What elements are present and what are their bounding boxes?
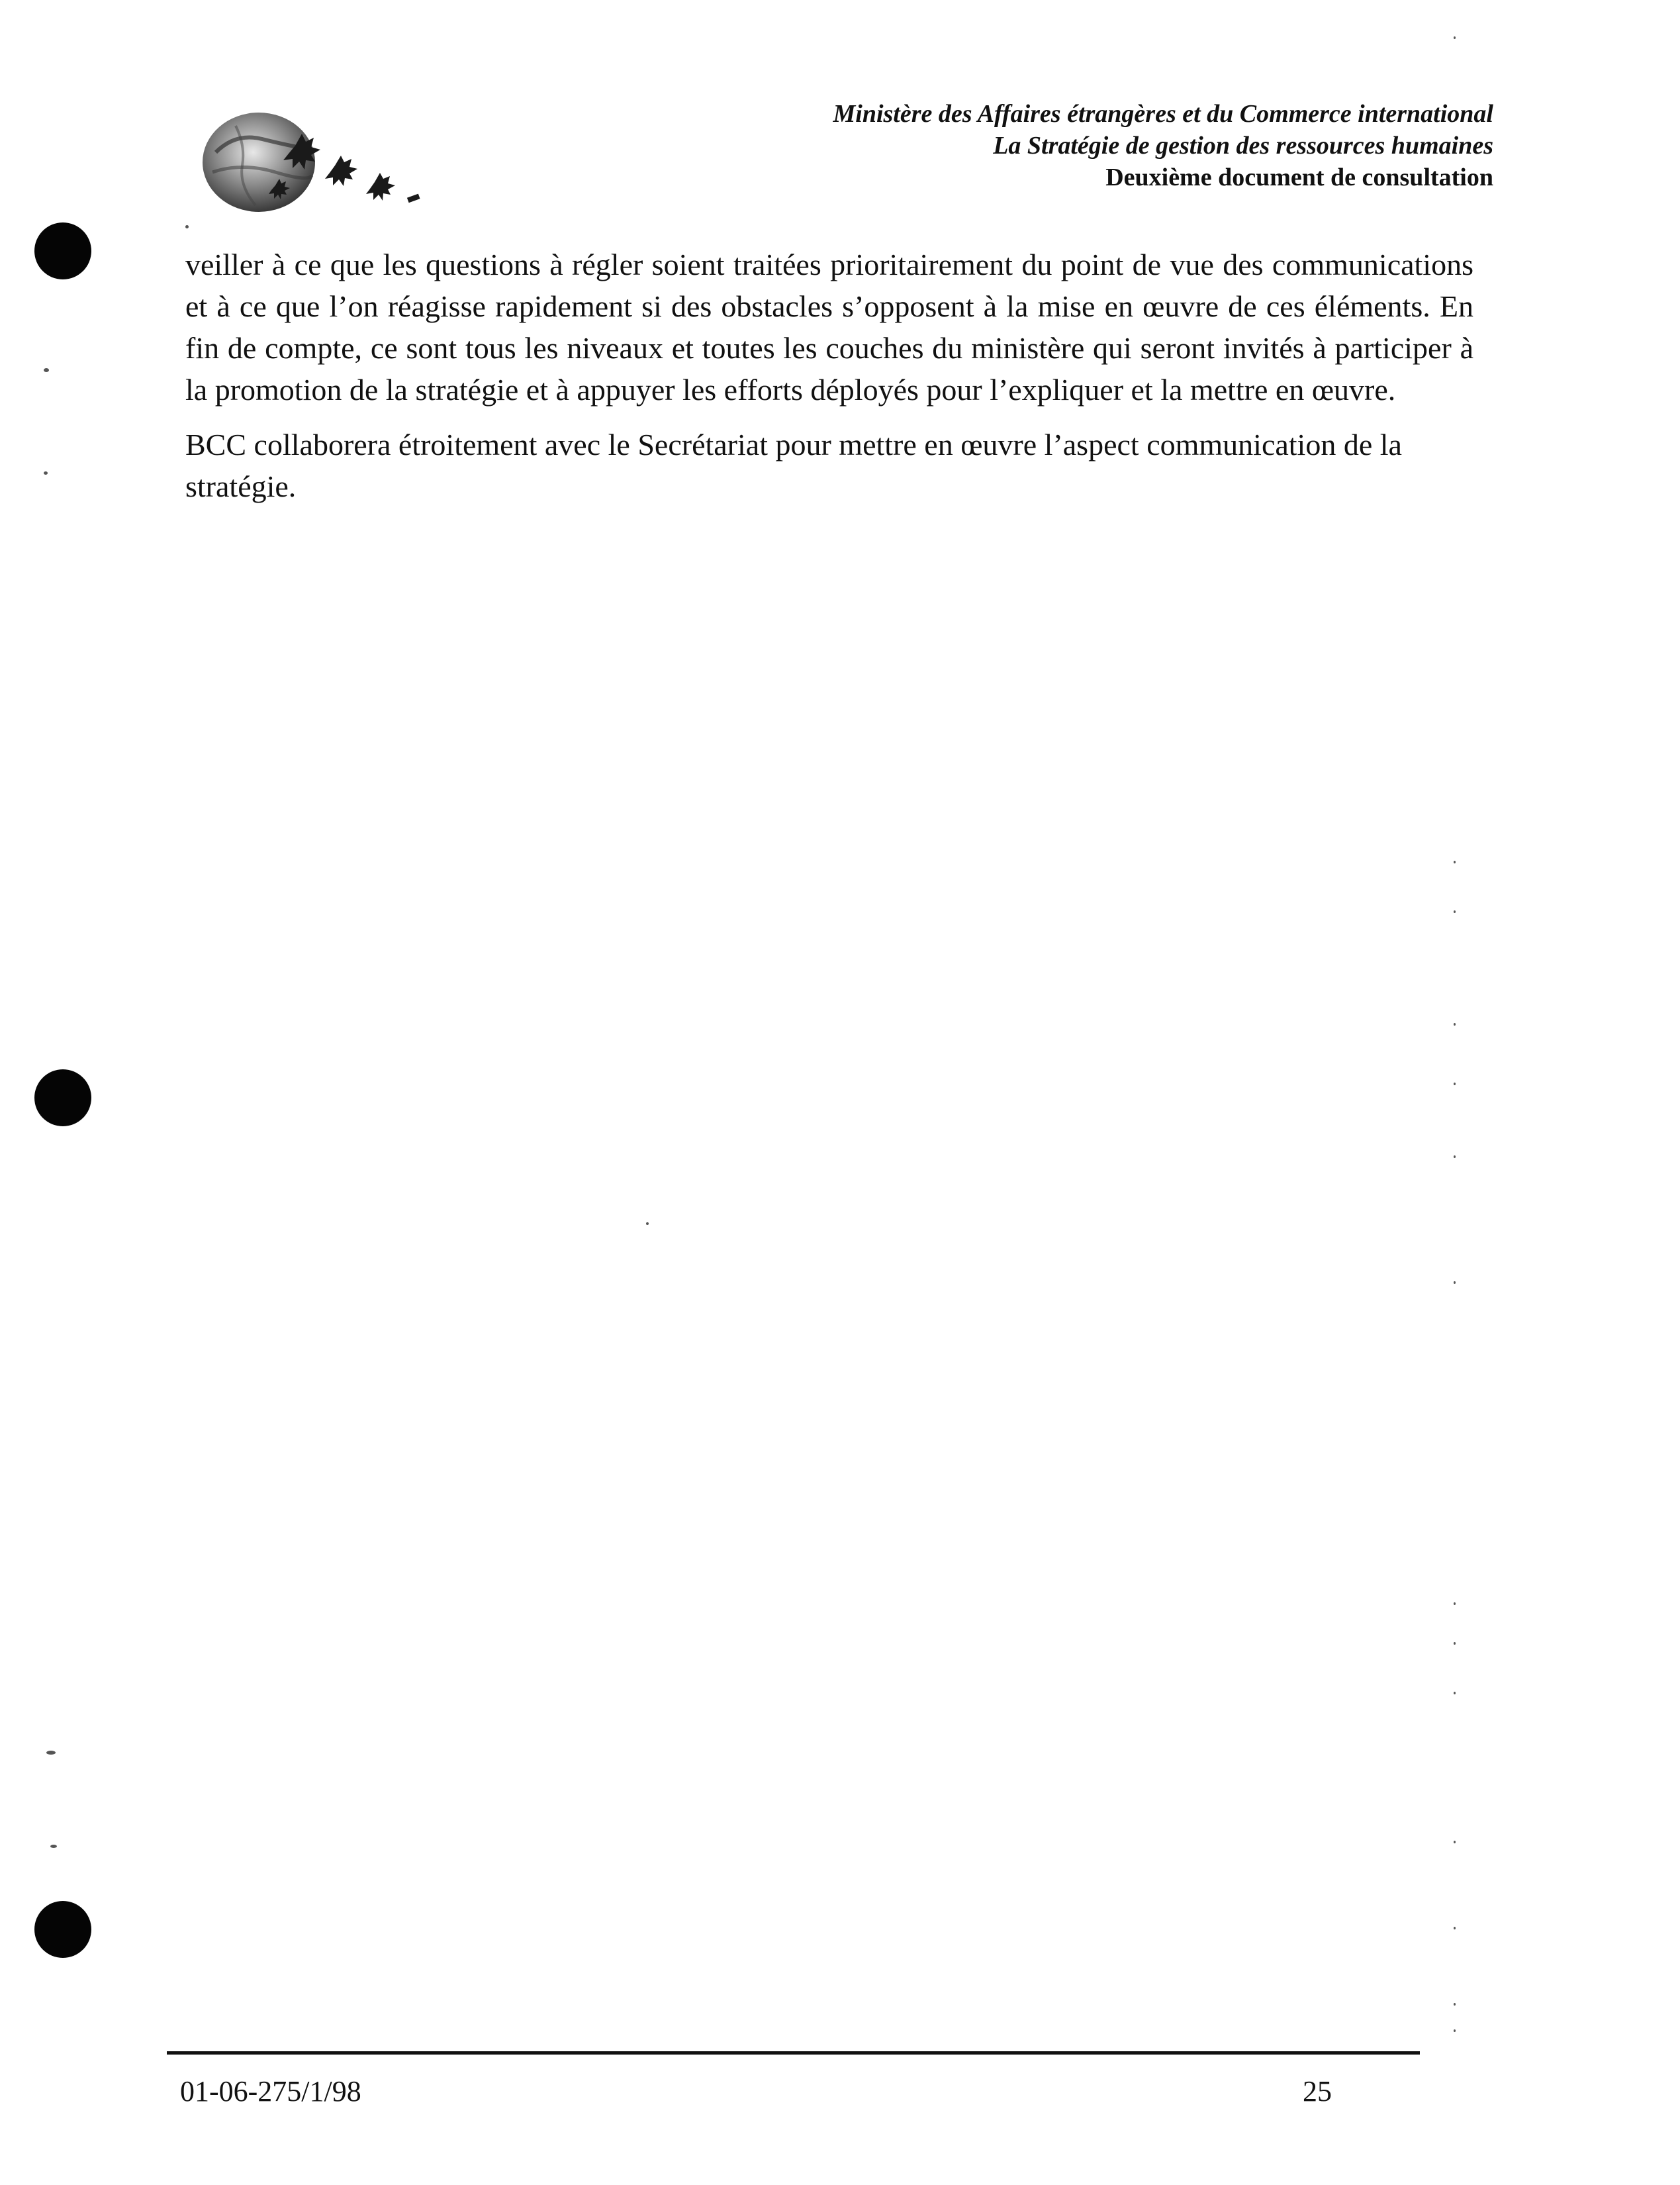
scan-speck bbox=[44, 471, 48, 475]
scan-speck bbox=[1454, 1602, 1456, 1605]
scan-speck bbox=[1454, 1841, 1456, 1843]
scan-speck bbox=[1454, 1281, 1456, 1284]
scan-speck bbox=[1454, 1083, 1456, 1085]
scan-speck bbox=[1454, 1642, 1456, 1645]
scan-speck bbox=[44, 368, 49, 372]
body-text bbox=[185, 244, 1473, 520]
scan-speck bbox=[1454, 1023, 1456, 1026]
scan-speck bbox=[1454, 2029, 1456, 2032]
scan-speck bbox=[1454, 1155, 1456, 1158]
scan-speck bbox=[185, 225, 189, 228]
scan-speck bbox=[1454, 1927, 1456, 1929]
scan-speck bbox=[646, 1222, 649, 1225]
scan-speck bbox=[50, 1845, 57, 1848]
globe-maple-leaf-logo bbox=[196, 99, 434, 215]
footer-document-number: 01-06-275/1/98 bbox=[180, 2075, 361, 2108]
scan-speck bbox=[46, 1751, 56, 1755]
punch-hole-top bbox=[34, 222, 91, 279]
punch-hole-middle bbox=[34, 1069, 91, 1126]
header-document-label: Deuxième document de consultation bbox=[1105, 164, 1493, 191]
paragraph-1: veiller à ce que les questions à régler soient traitées prioritairement du point de vue des communications et à ce que l’on réagisse rapidement si des obstacles s’opposent à la mise en œuvre de ces éléments. En fin de compte, ce sont tous les niveaux et toutes les couches du ministère qui seront invités à participer à la promotion de la stratégie et à appuyer les efforts déployés pour l’expliquer et la mettre en œuvre. bbox=[185, 248, 1473, 407]
footer-page-number: 25 bbox=[1303, 2075, 1332, 2108]
footer-rule bbox=[167, 2051, 1420, 2055]
paragraph-2: BCC collaborera étroitement avec le Secrétariat pour mettre en œuvre l’aspect communication de la stratégie. bbox=[185, 428, 1402, 503]
scan-speck bbox=[1454, 2003, 1456, 2006]
header-ministry: Ministère des Affaires étrangères et du Commerce international bbox=[833, 100, 1493, 128]
scan-speck bbox=[1454, 36, 1456, 39]
scan-speck bbox=[1454, 1692, 1456, 1694]
punch-hole-bottom bbox=[34, 1901, 91, 1958]
scan-speck bbox=[1454, 910, 1456, 913]
scan-speck bbox=[1454, 861, 1456, 863]
header-strategy-title: La Stratégie de gestion des ressources humaines bbox=[993, 132, 1493, 160]
document-header bbox=[833, 98, 1493, 193]
